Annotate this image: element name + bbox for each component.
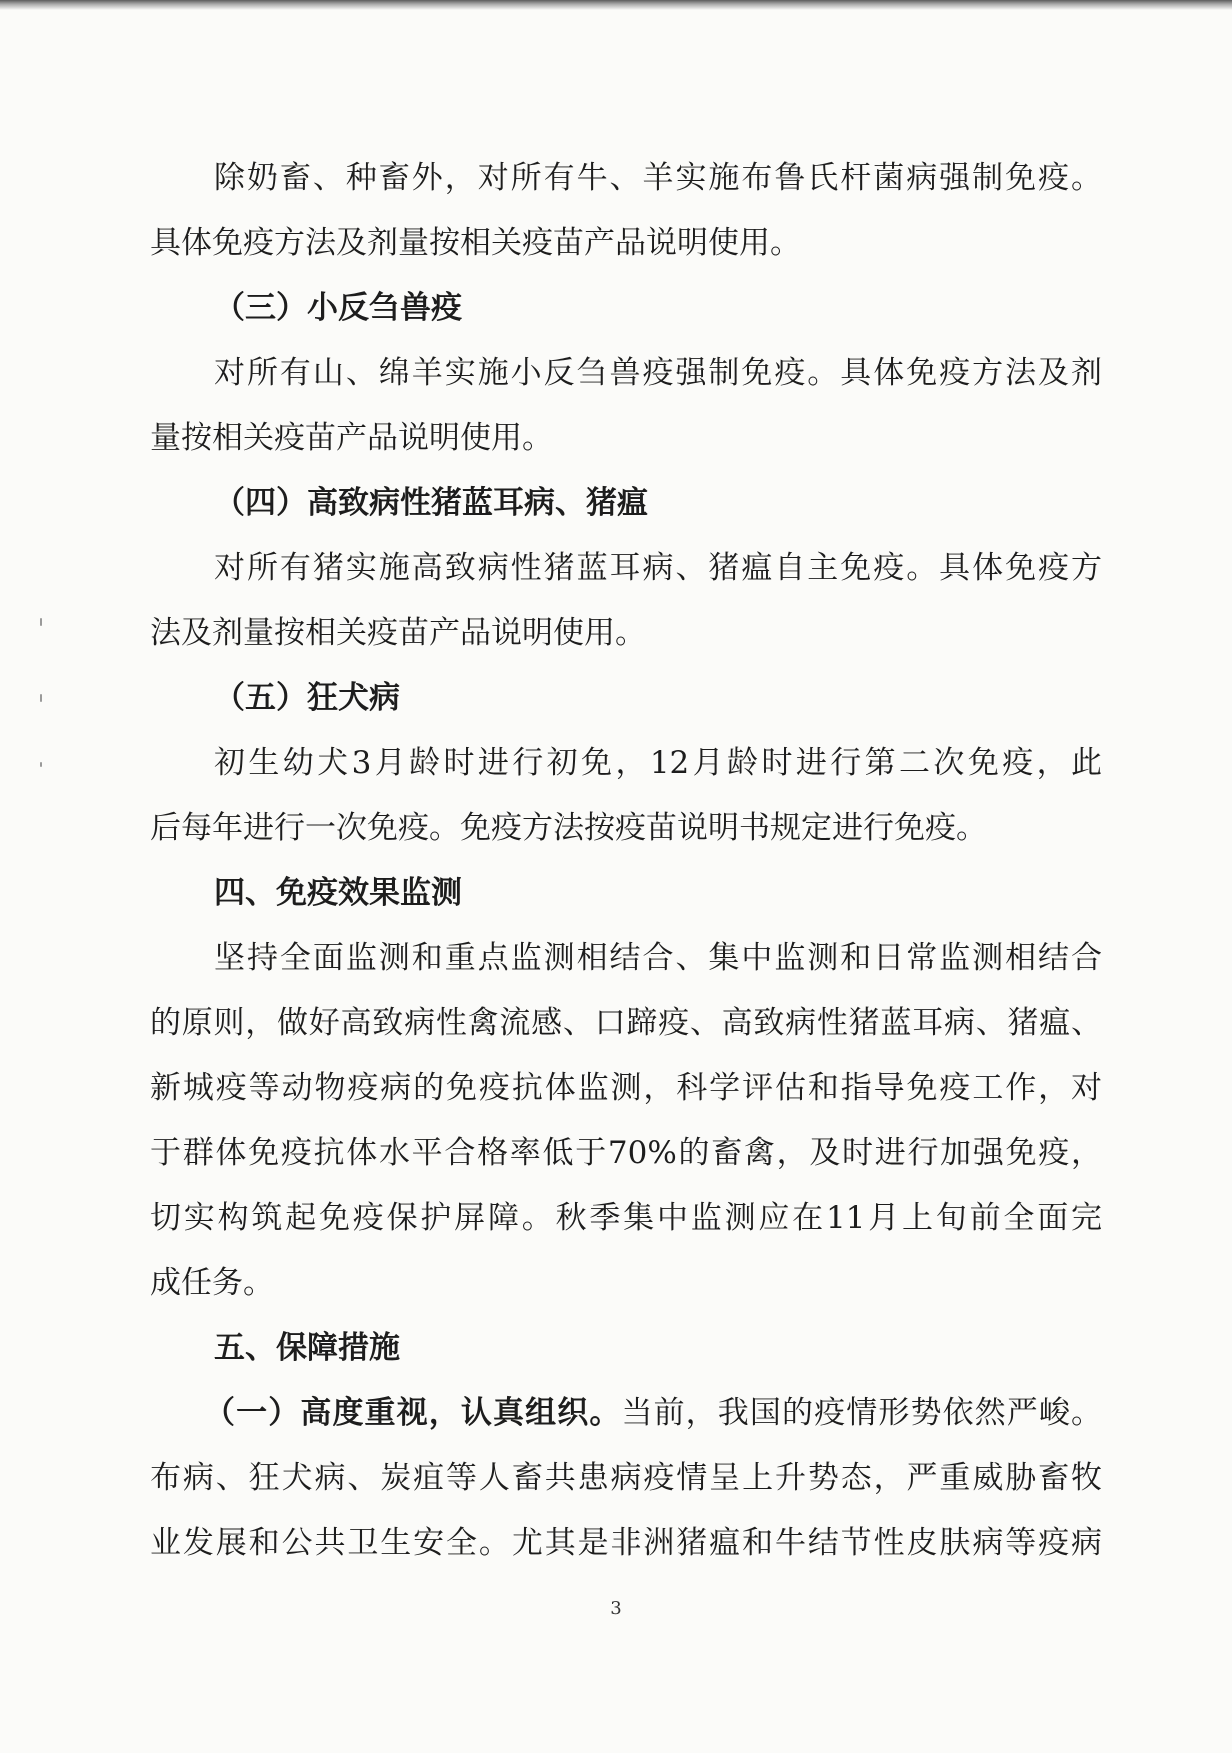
paragraph-line: 量按相关疫苗产品说明使用。 [150, 420, 553, 456]
paragraph-line: 于群体免疫抗体水平合格率低于70%的畜禽，及时进行加强免疫， [150, 1135, 1102, 1171]
paragraph-line: 法及剂量按相关疫苗产品说明使用。 [150, 615, 646, 651]
paragraph-line: 业发展和公共卫生安全。尤其是非洲猪瘟和牛结节性皮肤病等疫病 [150, 1525, 1102, 1561]
scan-mark [40, 618, 42, 626]
paragraph-line: 成任务。 [150, 1265, 274, 1301]
paragraph-line: 后每年进行一次免疫。免疫方法按疫苗说明书规定进行免疫。 [150, 810, 987, 846]
paragraph-line: 对所有猪实施高致病性猪蓝耳病、猪瘟自主免疫。具体免疫方 [214, 550, 1102, 586]
scan-mark [40, 694, 42, 702]
paragraph-line: 具体免疫方法及剂量按相关疫苗产品说明使用。 [150, 225, 801, 261]
page-number: 3 [610, 1598, 622, 1619]
section-heading: 五、保障措施 [214, 1330, 400, 1366]
scan-edge [0, 0, 1232, 10]
section-heading: （三）小反刍兽疫 [214, 290, 462, 326]
section-heading: （五）狂犬病 [214, 680, 400, 716]
scan-mark [40, 762, 42, 767]
paragraph-line: 切实构筑起免疫保护屏障。秋季集中监测应在11月上旬前全面完 [150, 1200, 1102, 1236]
paragraph-line: 对所有山、绵羊实施小反刍兽疫强制免疫。具体免疫方法及剂 [214, 355, 1102, 391]
document-body [150, 146, 1102, 1576]
paragraph-line [150, 1381, 1102, 1446]
paragraph-lead: （一）高度重视，认真组织。 [204, 1395, 622, 1431]
paragraph-line: 的原则，做好高致病性禽流感、口蹄疫、高致病性猪蓝耳病、猪瘟、 [150, 1005, 1102, 1041]
paragraph-line: 除奶畜、种畜外，对所有牛、羊实施布鲁氏杆菌病强制免疫。 [214, 160, 1102, 196]
section-heading: （四）高致病性猪蓝耳病、猪瘟 [214, 485, 648, 521]
section-heading: 四、免疫效果监测 [214, 875, 462, 911]
paragraph-line: 新城疫等动物疫病的免疫抗体监测，科学评估和指导免疫工作，对 [150, 1070, 1102, 1106]
paragraph-line: 布病、狂犬病、炭疽等人畜共患病疫情呈上升势态，严重威胁畜牧 [150, 1460, 1102, 1496]
paragraph-line: 坚持全面监测和重点监测相结合、集中监测和日常监测相结合 [214, 940, 1102, 976]
paragraph-line: 初生幼犬3月龄时进行初免，12月龄时进行第二次免疫，此 [214, 745, 1102, 781]
paragraph-lead-rest: 当前，我国的疫情形势依然严峻。 [621, 1395, 1102, 1431]
